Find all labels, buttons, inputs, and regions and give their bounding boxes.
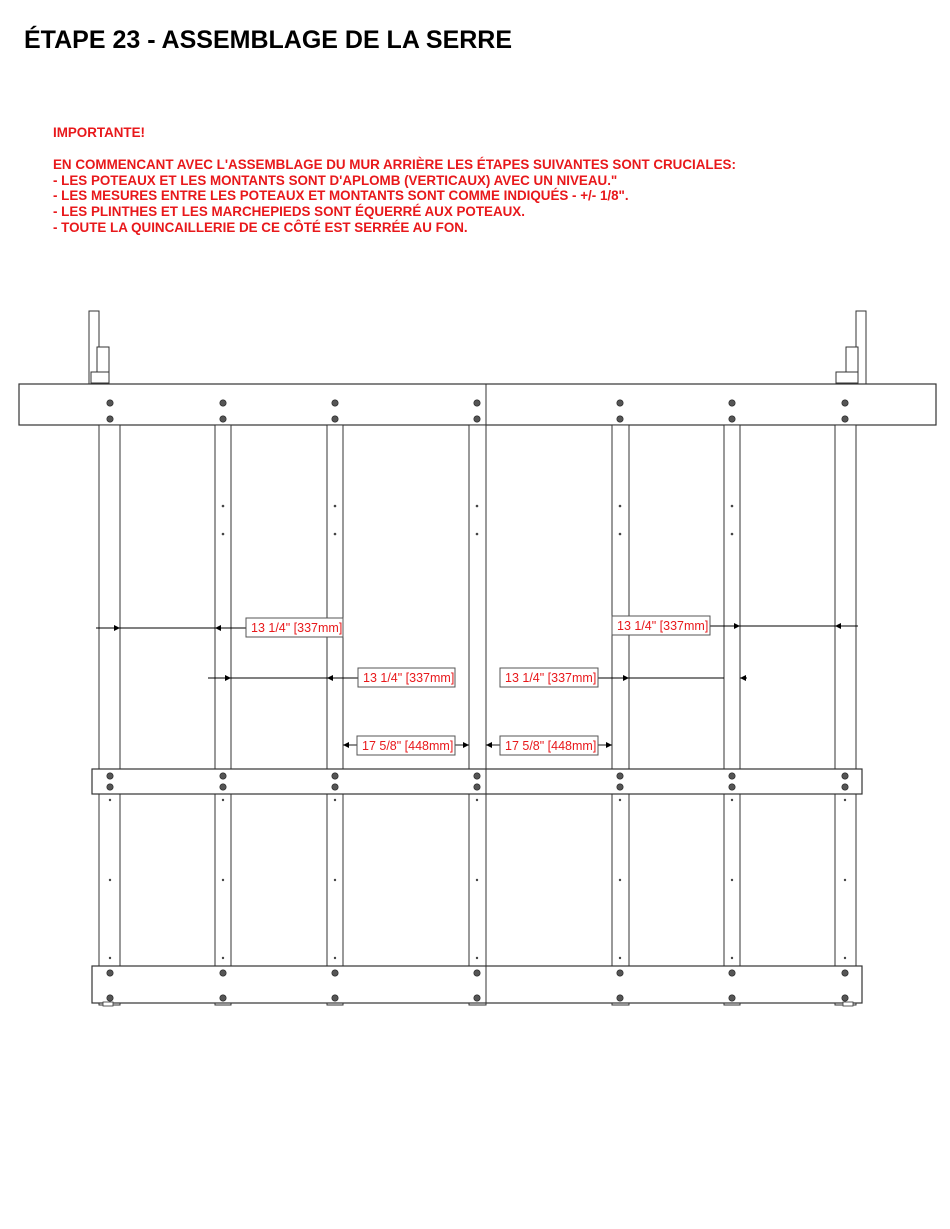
pin-hole: [334, 879, 336, 881]
bolt-hole: [474, 416, 480, 422]
notice-line: - LES MESURES ENTRE LES POTEAUX ET MONTANTS SONT COMME INDIQUÉS - +/- 1/8".: [53, 188, 629, 204]
pin-hole: [619, 957, 621, 959]
pin-hole: [619, 879, 621, 881]
bolt-hole: [107, 784, 113, 790]
pin-hole: [731, 879, 733, 881]
pin-hole: [731, 533, 734, 536]
page-title: ÉTAPE 23 - ASSEMBLAGE DE LA SERRE: [24, 26, 513, 54]
bolt-hole: [617, 416, 623, 422]
bolt-hole: [617, 400, 623, 406]
pin-hole: [109, 957, 111, 959]
bolt-hole: [617, 773, 623, 779]
pin-hole: [731, 505, 734, 508]
bolt-hole: [617, 970, 623, 976]
pin-hole: [476, 533, 479, 536]
bolt-hole: [842, 995, 848, 1001]
pin-hole: [619, 799, 621, 801]
dimension-text: 17 5/8" [448mm]: [505, 739, 597, 753]
bolt-hole: [220, 970, 226, 976]
pin-hole: [731, 957, 733, 959]
dimension-label: [357, 736, 455, 755]
pin-hole: [222, 799, 224, 801]
bolt-hole: [729, 970, 735, 976]
bolt-hole: [332, 995, 338, 1001]
dimension-label: [246, 618, 343, 637]
bolt-hole: [474, 995, 480, 1001]
bolt-hole: [729, 400, 735, 406]
dimension-text: 13 1/4" [337mm]: [505, 671, 597, 685]
pin-hole: [222, 957, 224, 959]
bolt-hole: [332, 416, 338, 422]
bolt-hole: [107, 400, 113, 406]
bolt-hole: [842, 400, 848, 406]
bolt-hole: [107, 416, 113, 422]
pin-hole: [619, 505, 622, 508]
pin-hole: [619, 533, 622, 536]
pin-hole: [222, 879, 224, 881]
bolt-hole: [617, 995, 623, 1001]
bolt-hole: [332, 773, 338, 779]
bolt-hole: [220, 784, 226, 790]
bolt-hole: [220, 400, 226, 406]
pin-hole: [476, 957, 478, 959]
dimension-label: [358, 668, 455, 687]
dimension-label: [500, 736, 598, 755]
bolt-hole: [220, 995, 226, 1001]
bolt-hole: [220, 416, 226, 422]
pin-hole: [476, 879, 478, 881]
pin-hole: [222, 533, 225, 536]
bolt-hole: [474, 784, 480, 790]
pin-hole: [109, 879, 111, 881]
bolt-hole: [842, 773, 848, 779]
dimension-label: [612, 616, 710, 635]
bolt-hole: [107, 970, 113, 976]
pin-hole: [844, 879, 846, 881]
pin-hole: [334, 533, 337, 536]
bolt-hole: [332, 970, 338, 976]
pin-hole: [476, 799, 478, 801]
left-corner-bracket: [89, 311, 109, 384]
bolt-hole: [617, 784, 623, 790]
bolt-hole: [842, 970, 848, 976]
notice-line: EN COMMENCANT AVEC L'ASSEMBLAGE DU MUR ARRIÈRE LES ÉTAPES SUIVANTES SONT CRUCIALES:: [53, 156, 736, 172]
pin-hole: [844, 799, 846, 801]
vertical-posts: [99, 425, 856, 1005]
bolt-hole: [107, 773, 113, 779]
pin-hole: [476, 505, 479, 508]
bolt-hole: [474, 773, 480, 779]
bolt-hole: [729, 995, 735, 1001]
bolt-hole: [220, 773, 226, 779]
notice-line: - LES POTEAUX ET LES MONTANTS SONT D'APLOMB (VERTICAUX) AVEC UN NIVEAU.": [53, 172, 618, 188]
pin-hole: [844, 957, 846, 959]
dimension-text: 13 1/4" [337mm]: [617, 619, 709, 633]
pin-hole: [109, 799, 111, 801]
dimension-text: 13 1/4" [337mm]: [363, 671, 455, 685]
notice-heading: IMPORTANTE!: [53, 125, 145, 140]
bolt-hole: [332, 400, 338, 406]
pin-hole: [334, 957, 336, 959]
pin-hole: [731, 799, 733, 801]
notice-line: - TOUTE LA QUINCAILLERIE DE CE CÔTÉ EST SERRÉE AU FON.: [53, 219, 468, 235]
bolt-hole: [474, 400, 480, 406]
bolt-hole: [729, 773, 735, 779]
bolt-hole: [842, 784, 848, 790]
bolt-hole: [332, 784, 338, 790]
right-corner-bracket: [836, 311, 866, 384]
pin-hole: [334, 505, 337, 508]
dimension-label: [500, 668, 598, 687]
dimension-text: 13 1/4" [337mm]: [251, 621, 343, 635]
bolt-hole: [729, 416, 735, 422]
bolt-hole: [729, 784, 735, 790]
pin-hole: [334, 799, 336, 801]
notice-line: - LES PLINTHES ET LES MARCHEPIEDS SONT ÉQUERRÉ AUX POTEAUX.: [53, 204, 525, 220]
bolt-hole: [107, 995, 113, 1001]
bolt-hole: [474, 970, 480, 976]
dimension-text: 17 5/8" [448mm]: [362, 739, 454, 753]
bolt-hole: [842, 416, 848, 422]
pin-hole: [222, 505, 225, 508]
